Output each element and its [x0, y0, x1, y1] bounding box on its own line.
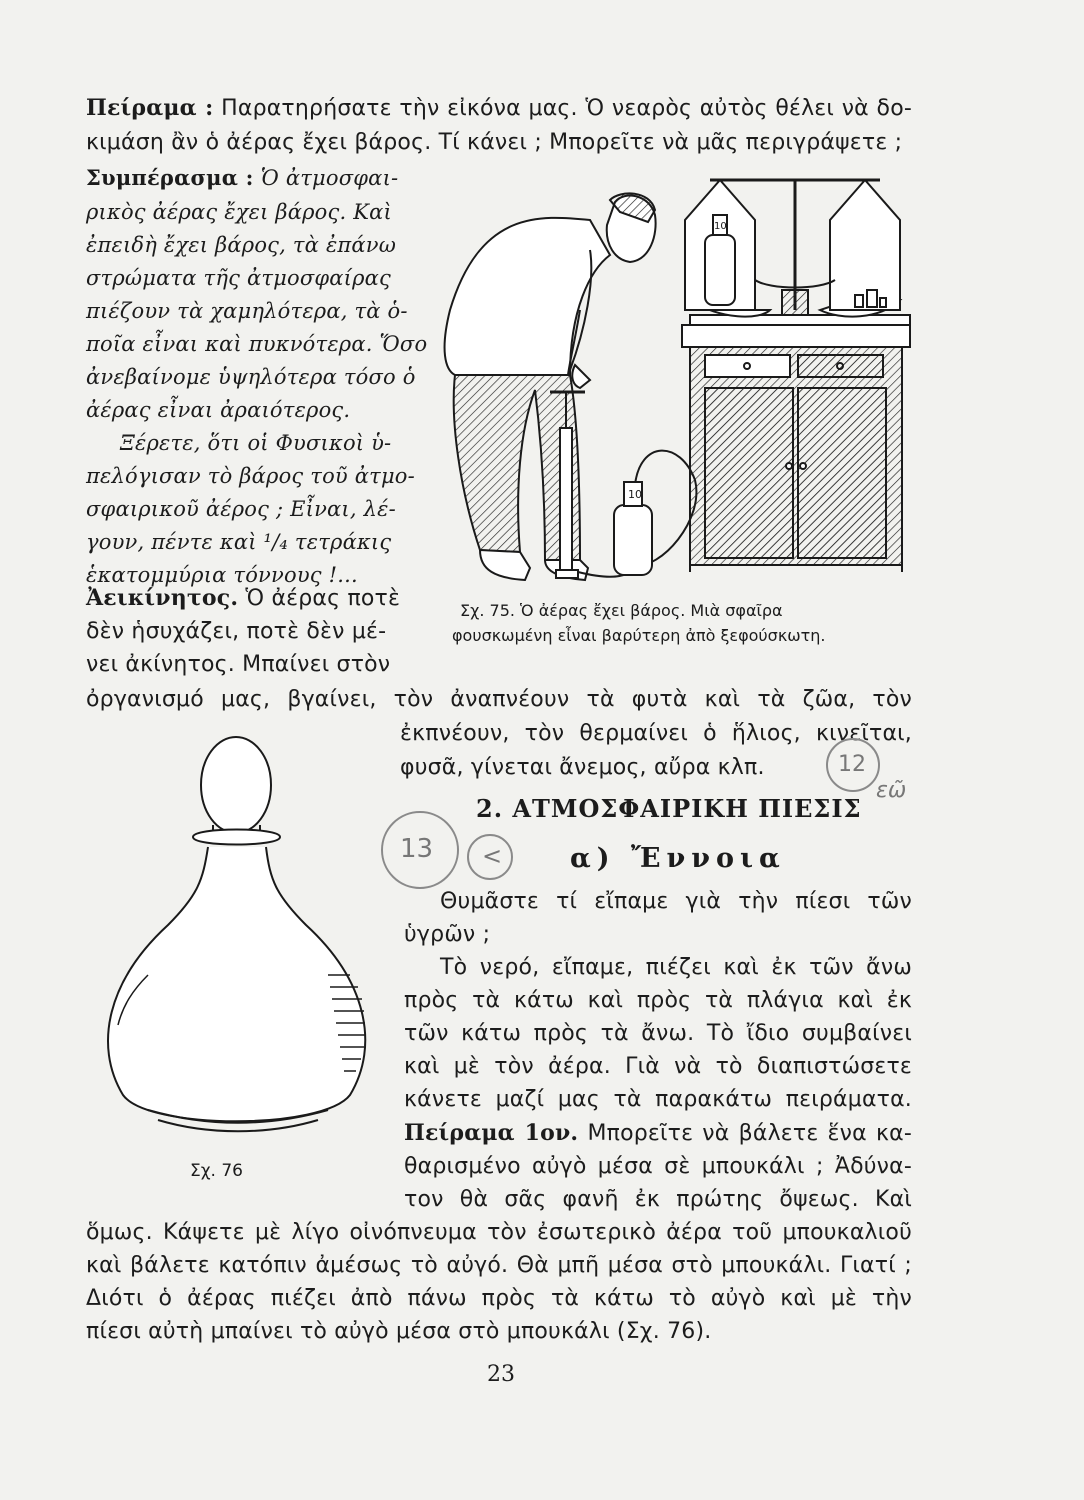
- annotation-corner: εῶ: [876, 778, 907, 803]
- fig76-carafe: [88, 725, 388, 1155]
- conclusion-line-13: ἑκατομμύρια τόννους !...: [86, 563, 358, 587]
- conclusion-line-11: σφαιρικοῦ ἀέρος ; Εἶναι, λέ-: [86, 497, 396, 521]
- conclusion-text-1: Ὁ ἀτμοσφαι-: [260, 166, 399, 190]
- pressure-line-6: καὶ μὲ τὸν ἀέρα. Γιὰ νὰ τὸ διαπιστώσετε: [404, 1054, 912, 1079]
- section-subtitle: α) Ἔννοια: [570, 843, 786, 874]
- motion-line-6: φυσᾶ, γίνεται ἄνεμος, αὔρα κλπ.: [400, 755, 765, 780]
- exp1-line-1: [404, 1117, 912, 1150]
- cabinet-scale: [682, 180, 910, 572]
- conclusion-line-1: [86, 161, 398, 195]
- pressure-line-1: Θυμᾶστε τί εἴπαμε γιὰ τὴν πίεσι τῶν: [440, 889, 912, 914]
- intro-line-2: κιμάση ἂν ὁ ἀέρας ἔχει βάρος. Τί κάνει ; Μπορεῖτε νὰ μᾶς περιγράψετε ;: [86, 130, 903, 155]
- motion-line-1: [86, 582, 400, 615]
- motion-label: Ἀεικίνητος.: [86, 585, 239, 611]
- exp1-line-3: τον θὰ σᾶς φανῆ ἐκ πρώτης ὄψεως. Καὶ: [404, 1187, 912, 1212]
- annotation-c: <: [482, 842, 503, 870]
- weight-label: 10: [714, 221, 727, 232]
- motion-line-5: ἐκπνέουν, τὸν θερμαίνει ὁ ἥλιος, κινεῖται,: [400, 721, 912, 746]
- valve-label: 10: [628, 488, 642, 501]
- motion-line-3: νει ἀκίνητος. Μπαίνει στὸν: [86, 652, 391, 677]
- conclusion-line-5: πιέζουν τὰ χαμηλότερα, τὰ ὁ-: [86, 299, 408, 323]
- annotation-13: 13: [400, 834, 434, 864]
- pressure-line-4: πρὸς τὰ κάτω καὶ πρὸς τὰ πλάγια καὶ ἐκ: [404, 988, 912, 1013]
- exp1-line-5: καὶ βάλετε κατόπιν ἀμέσως τὸ αὐγό. Θὰ μπῆ μέσα στὸ μπουκάλι. Γιατί ;: [86, 1253, 912, 1278]
- exp1-line-7: πίεσι αὐτὴ μπαίνει τὸ αὐγὸ μέσα στὸ μπουκάλι (Σχ. 76).: [86, 1319, 712, 1344]
- conclusion-line-6: ποῖα εἶναι καὶ πυκνότερα. Ὅσο: [86, 332, 428, 356]
- experiment-label: Πείραμα :: [86, 95, 214, 121]
- intro-text-1: Παρατηρήσατε τὴν εἰκόνα μας. Ὁ νεαρὸς αὐτὸς θέλει νὰ δο-: [221, 96, 913, 121]
- conclusion-line-9: Ξέρετε, ὅτι οἱ Φυσικοὶ ὑ-: [120, 431, 392, 455]
- annotation-12: 12: [838, 752, 866, 777]
- section-title: 2. ΑΤΜΟΣΦΑΙΡΙΚΗ ΠΙΕΣΙΣ: [476, 794, 862, 823]
- man-pumping: [445, 193, 697, 580]
- fig75-caption-1: Σχ. 75. Ὁ ἀέρας ἔχει βάρος. Μιὰ σφαῖρα: [460, 601, 783, 620]
- motion-text-1: Ὁ ἀέρας ποτὲ: [245, 586, 401, 611]
- intro-line-1: [86, 92, 912, 125]
- pressure-line-3: Τὸ νερό, εἴπαμε, πιέζει καὶ ἐκ τῶν ἄνω: [440, 955, 912, 980]
- motion-line-4: ὀργανισμό μας, βγαίνει, τὸν ἀναπνέουν τὰ φυτὰ καὶ τὰ ζῶα, τὸν: [86, 687, 912, 712]
- exp1-line-4: ὅμως. Κάψετε μὲ λίγο οἰνόπνευμα τὸν ἐσωτερικὸ ἀέρα τοῦ μπουκαλιοῦ: [86, 1220, 912, 1245]
- conclusion-line-7: ἀνεβαίνομε ὑψηλότερα τόσο ὁ: [86, 365, 416, 389]
- conclusion-line-8: ἀέρας εἶναι ἀραιότερος.: [86, 398, 351, 422]
- fig76-caption: Σχ. 76: [190, 1161, 244, 1181]
- conclusion-line-4: στρώματα τῆς ἀτμοσφαίρας: [86, 266, 391, 290]
- conclusion-line-3: ἐπειδὴ ἔχει βάρος, τὰ ἐπάνω: [86, 233, 397, 257]
- conclusion-line-12: γουν, πέντε καὶ ¹/₄ τετράκις: [86, 530, 392, 554]
- pressure-line-2: ὑγρῶν ;: [404, 922, 491, 947]
- conclusion-label: Συμπέρασμα :: [86, 165, 254, 190]
- pressure-line-5: τῶν κάτω πρὸς τὰ ἄνω. Τὸ ἴδιο συμβαίνει: [404, 1021, 912, 1046]
- fig75-illustration: [420, 160, 920, 590]
- exp1-label: Πείραμα 1ον.: [404, 1120, 579, 1146]
- conclusion-line-2: ρικὸς ἀέρας ἔχει βάρος. Καὶ: [86, 200, 392, 224]
- pressure-line-7: κάνετε μαζί μας τὰ παρακάτω πειράματα.: [404, 1087, 912, 1112]
- exp1-line-2: θαρισμένο αὐγὸ μέσα σὲ μπουκάλι ; Ἀδύνα-: [404, 1154, 912, 1179]
- exp1-text-1: Μπορεῖτε νὰ βάλετε ἕνα κα-: [587, 1121, 912, 1146]
- conclusion-line-10: πελόγισαν τὸ βάρος τοῦ ἀτμο-: [86, 464, 415, 488]
- page-number: 23: [487, 1362, 515, 1387]
- fig75-caption-2: φουσκωμένη εἶναι βαρύτερη ἀπὸ ξεφούσκωτη.: [452, 626, 826, 645]
- exp1-line-6: Διότι ὁ ἀέρας πιέζει ἀπὸ πάνω πρὸς τὰ κάτω τὸ αὐγὸ καὶ μὲ τὴν: [86, 1286, 912, 1311]
- motion-line-2: δὲν ἡσυχάζει, ποτὲ δὲν μέ-: [86, 619, 387, 644]
